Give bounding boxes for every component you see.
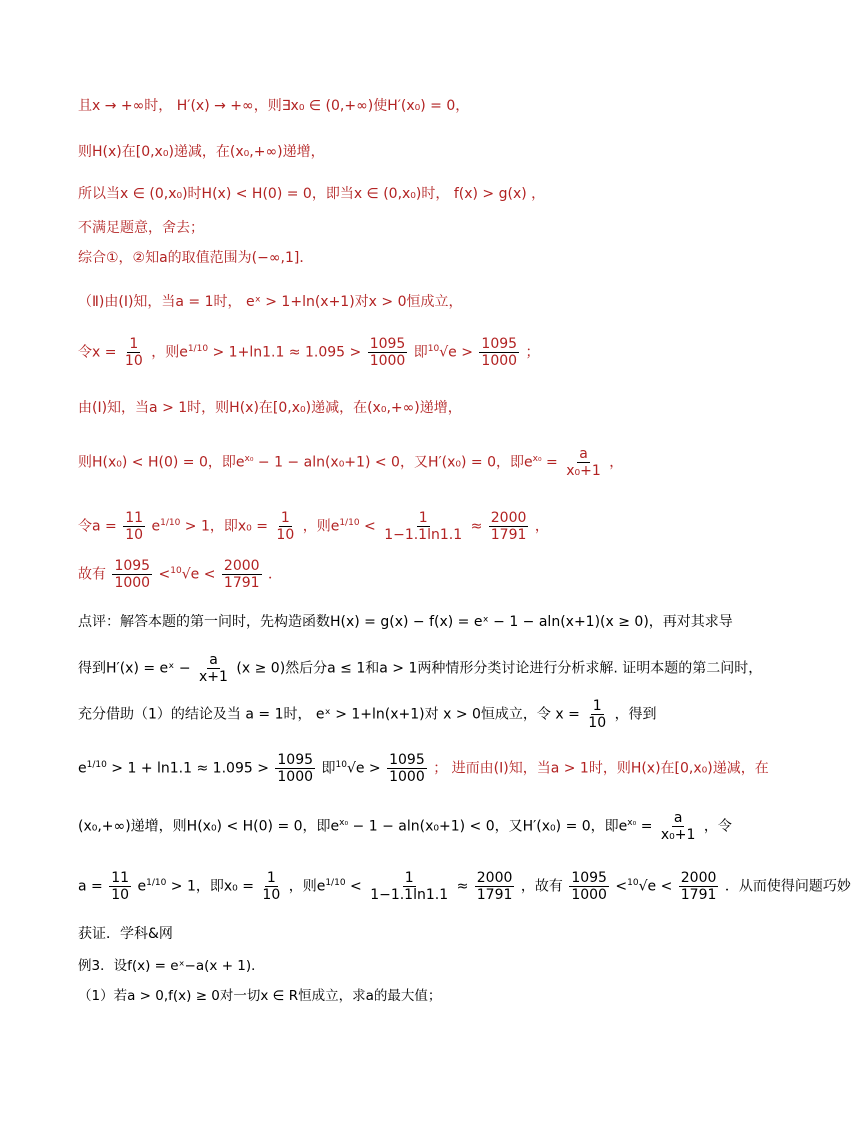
text: ，得到 <box>614 706 657 723</box>
fraction: $\frac{2000}{1791}$ <box>680 870 717 904</box>
fraction: $\frac{2000}{1791}$ <box>223 558 260 592</box>
fraction: $\frac{1095}{1000}$ <box>389 752 425 786</box>
text: 由(Ⅰ)知，当a > 1时，则H(x)在[0,x₀)递减，在(x₀,+∞)递增， <box>78 400 462 416</box>
text: 即 <box>321 760 336 777</box>
text: ≈ <box>456 878 469 895</box>
comment-line-4 <box>78 752 769 785</box>
line-monotonic <box>78 144 325 161</box>
text: > 1 + ln1.1 ≈ 1.095 > <box>111 760 269 777</box>
root-index: 10 <box>335 759 347 770</box>
fraction: $\frac{1}{10}$ <box>262 870 281 904</box>
text: 令a = <box>78 518 117 535</box>
comment-line-1 <box>78 614 733 631</box>
text: e > <box>355 760 381 777</box>
exponent: x₀ <box>532 453 542 464</box>
root-sign: √ <box>439 344 449 361</box>
text: < <box>158 566 171 583</box>
exponent: 1/10 <box>339 517 360 528</box>
line-hx0 <box>78 446 623 479</box>
text: e < <box>190 566 216 583</box>
text: 则H(x₀) < H(0) = 0，即e <box>78 454 245 471</box>
line-therefore <box>78 558 282 591</box>
line-limit <box>78 98 469 115</box>
comment-line-2 <box>78 652 762 685</box>
text: e > <box>448 344 473 361</box>
text: 点评：解答本题的第一问时，先构造函数H(x) = g(x) − f(x) = eˣ − 1 − aln(x+1)(x ≥ 0)，再对其求导 <box>78 614 733 630</box>
fraction: $\frac{1}{10}$ <box>588 698 607 732</box>
line-let-a <box>78 510 549 543</box>
text: ．从而使得问题巧妙 <box>724 878 851 895</box>
text: 获证．学科&网 <box>78 926 173 942</box>
exponent: 1/10 <box>160 517 181 528</box>
text: （1）若a > 0,f(x) ≥ 0对一切x ∈ R恒成立，求a的最大值； <box>78 988 442 1004</box>
comment-line-7 <box>78 926 173 943</box>
text: 且x → +∞时， H′(x) → +∞，则∃x₀ ∈ (0,+∞)使H′(x₀) = 0， <box>78 98 470 114</box>
fraction: $\frac{1095}{1000}$ <box>114 558 151 592</box>
fraction: $\frac{1095}{1000}$ <box>277 752 314 786</box>
text: 综合①，②知a的取值范围为(−∞,1]． <box>78 250 314 266</box>
text: = <box>546 454 558 471</box>
line-reject <box>78 220 204 237</box>
text: − 1 − aln(x₀+1) < 0，又H′(x₀) = 0，即e <box>352 818 628 835</box>
text: = <box>640 818 653 835</box>
fraction: $\frac{1}{10}$ <box>124 336 143 370</box>
exponent: 1/10 <box>146 877 167 888</box>
text: ，则e <box>151 344 188 361</box>
text: ； <box>525 344 540 361</box>
line-range <box>78 250 313 267</box>
root-index: 10 <box>170 565 182 576</box>
text: ， <box>609 454 624 471</box>
text: ，则e <box>288 878 326 895</box>
text: < <box>350 878 362 895</box>
fraction: $\frac{2000}{1791}$ <box>490 510 527 544</box>
text: 则H(x)在[0,x₀)递减，在(x₀,+∞)递增， <box>78 144 325 160</box>
fraction: $\frac{1}{1-1.1\ln 1.1}$ <box>370 870 449 904</box>
text: 令x = <box>78 344 117 361</box>
fraction: $\frac{1095}{1000}$ <box>571 870 607 904</box>
text: （Ⅱ)由(Ⅰ)知，当a = 1时， eˣ > 1+ln(x+1)对x > 0恒成立， <box>78 294 463 310</box>
fraction: $\frac{a}{\text{x₀+1}}$ <box>660 810 696 844</box>
line-part2 <box>78 294 463 311</box>
root-sign: √ <box>181 566 191 583</box>
text: 得到H′(x) = eˣ − <box>78 660 191 677</box>
text: ，令 <box>703 818 732 835</box>
text: 即 <box>413 344 428 361</box>
example-3-title <box>78 958 265 974</box>
text: a = <box>78 878 103 895</box>
text: e <box>137 878 147 895</box>
text: (x₀,+∞)递增，则H(x₀) < H(0) = 0，即e <box>78 818 340 835</box>
root-sign: √ <box>346 760 356 777</box>
text: ，故有 <box>520 878 563 895</box>
fraction: $\frac{1095}{1000}$ <box>481 336 518 370</box>
fraction: $\frac{1095}{1000}$ <box>369 336 406 370</box>
text: e <box>78 760 87 777</box>
exponent: 1/10 <box>86 759 107 770</box>
text: > 1，即x₀ = <box>184 518 268 535</box>
text: ． <box>268 566 282 583</box>
text: 充分借助（1）的结论及当 a = 1时， eˣ > 1+ln(x+1)对 x > 0恒成立，令 x = <box>78 706 580 723</box>
fraction: $\frac{1}{10}$ <box>276 510 295 544</box>
exponent: x₀ <box>627 817 637 828</box>
exponent: x₀ <box>339 817 349 828</box>
text: e <box>151 518 161 535</box>
root-index: 10 <box>627 877 639 888</box>
text: 所以当x ∈ (0,x₀)时H(x) < H(0) = 0，即当x ∈ (0,x₀)时， f(x) > g(x) ， <box>78 186 546 202</box>
text: e < <box>647 878 673 895</box>
text: 故有 <box>78 566 106 583</box>
fraction: $\frac{a}{\text{x₀+1}}$ <box>566 446 601 480</box>
example-3-part1 <box>78 988 441 1004</box>
text: ； 进而由(Ⅰ)知，当a > 1时，则H(x)在[0,x₀)递减，在 <box>433 760 769 777</box>
text: > 1+ln1.1 ≈ 1.095 > <box>212 344 362 361</box>
comment-line-3 <box>78 698 657 731</box>
text: − 1 − aln(x₀+1) < 0，又H′(x₀) = 0，即e <box>257 454 533 471</box>
text: (x ≥ 0)然后分a ≤ 1和a > 1两种情形分类讨论进行分析求解. 证明本题的第二问时， <box>236 660 763 677</box>
text: 不满足题意，舍去； <box>78 220 204 236</box>
text: ， <box>534 518 549 535</box>
root-index: 10 <box>427 343 440 354</box>
comment-line-5 <box>78 810 732 843</box>
exponent: 1/10 <box>187 343 209 354</box>
line-conclusion <box>78 186 545 203</box>
text: > 1，即x₀ = <box>170 878 254 895</box>
line-part1-ref <box>78 400 462 417</box>
text: ≈ <box>470 518 483 535</box>
exponent: 1/10 <box>325 877 346 888</box>
fraction: $\frac{1}{1-1.1\ln 1.1}$ <box>384 510 463 544</box>
exponent: x₀ <box>244 453 254 464</box>
fraction: $\frac{11}{10}$ <box>111 870 130 904</box>
root-sign: √ <box>638 878 648 895</box>
fraction: $\frac{a}{x+1}$ <box>199 652 228 686</box>
text: < <box>615 878 628 895</box>
text: ，则e <box>302 518 340 535</box>
fraction: $\frac{2000}{1791}$ <box>476 870 513 904</box>
text: < <box>364 518 376 535</box>
fraction: $\frac{11}{10}$ <box>125 510 144 544</box>
comment-line-6 <box>78 870 851 903</box>
line-let-x <box>78 336 540 369</box>
text: 例3．设f(x) = eˣ−a(x + 1)． <box>78 958 265 974</box>
